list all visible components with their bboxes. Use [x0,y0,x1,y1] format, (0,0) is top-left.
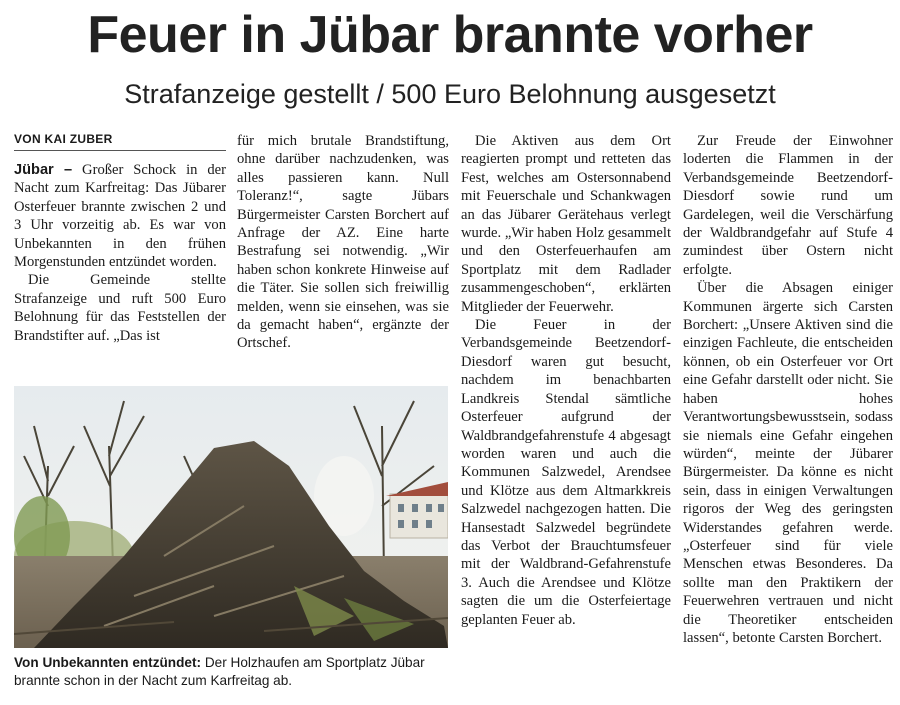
headline: Feuer in Jübar brannte vorher [87,6,813,64]
paragraph: Die Feuer in der Verbandsgemeinde Beetzendorf-Diesdorf waren gut besucht, nachdem im benachbarten Landkreis Stendal sämtliche Osterfeuer aufgrund der Waldbrandgefahrenstufe 4 abgesagt worden waren und auch die Kommunen Salzwedel, Arendsee und Klötze aus dem Altmarkkreis Salzwedel nachgezogen hatten. Die Hansestadt Salzwedel begründete das Verbot der Brauchtumsfeuer mit der Waldbrand-Gefahrenstufe 3. Auch die Arendsee und Klötze sagten die um die Osterfeiertage geplanten Feuer ab. [461,317,671,628]
dateline: Jübar – [14,162,73,178]
photo-caption [14,654,454,690]
article-column-3 [461,132,671,629]
paragraph [14,161,226,271]
paragraph: Die Aktiven aus dem Ort reagierten prompt und retteten das Fest, welches am Ostersonnabend mit Feuerschale und Schankwagen an das Jübarer Gerätehaus verlegt wurde. „Wir haben Holz gesammelt und den Osterfeuerhaufen am Sportplatz mit dem Radlader zusammengeschoben“, erklärten Mitglieder der Feuerwehr. [461,133,671,315]
paragraph: Zur Freude der Einwohner loderten die Flammen in der Verbandsgemeinde Beetzendorf-Diesdorf sowie rund um Gardelegen, weil die Verschärfung der Waldbrandgefahr auf Stufe 4 zumindest über Ostern nicht erfolgte. [683,133,893,278]
caption-text: Der Holzhaufen am Sportplatz Jübar brannte schon in der Nacht zum Karfreitag ab. [14,655,425,688]
paragraph: Über die Absagen einiger Kommunen ärgerte sich Carsten Borchert: „Unsere Aktiven sind die einzigen Fachleute, die entscheiden können, ob ein Osterfeuer vor Ort eine Gefahr darstellt oder nicht. Sie haben hohes Verantwortungsbewusstsein, sodass sie niemals eine Gefahr eingehen würden“, meinte der Jübarer Bürgermeister. Da könne es nicht sein, dass in einigen Verwaltungen rigoros der Weg des geringsten Widerstandes gefahren werde. „Osterfeuer sind für viele Menschen etwas Besonderes. Da sollte man den Praktikern der Feuerwehren vertrauen und nicht die Theoretiker entscheiden lassen“, betonte Carsten Borchert. [683,280,893,646]
article-photo [14,386,448,648]
subheadline: Strafanzeige gestellt / 500 Euro Belohnung ausgesetzt [124,79,776,109]
article-column-1 [14,132,226,345]
paragraph-text: Großer Schock in der Nacht zum Karfreitag: Das Jübarer Osterfeuer brannte zwischen 2 und 3 Uhr vorzeitig ab. Es war von Unbekannten in den frühen Morgenstunden entzündet worden. [14,162,226,271]
byline: VON KAI ZUBER [14,132,226,151]
caption-lead: Von Unbekannten entzündet: [14,655,202,670]
paragraph: für mich brutale Brandstiftung, ohne darüber nachzudenken, was alles passieren kann. Null Toleranz!“, sagte Jübars Bürgermeister Carsten Borchert auf Anfrage der AZ. Eine harte Bestrafung sei notwendig. „Wir haben schon konkrete Hinweise auf die Täter. Sie sollen sich freiwillig melden, wenn sie einsehen, was sie da gemacht haben“, ergänzte der Ortschef. [237,133,449,352]
paragraph: Die Gemeinde stellte Strafanzeige und ruft 500 Euro Belohnung für das Feststellen der Brandstifter auf. „Das ist [14,272,226,344]
article-column-4 [683,132,893,647]
bonfire-pile-photo [14,386,448,648]
article-column-2 [237,132,449,353]
